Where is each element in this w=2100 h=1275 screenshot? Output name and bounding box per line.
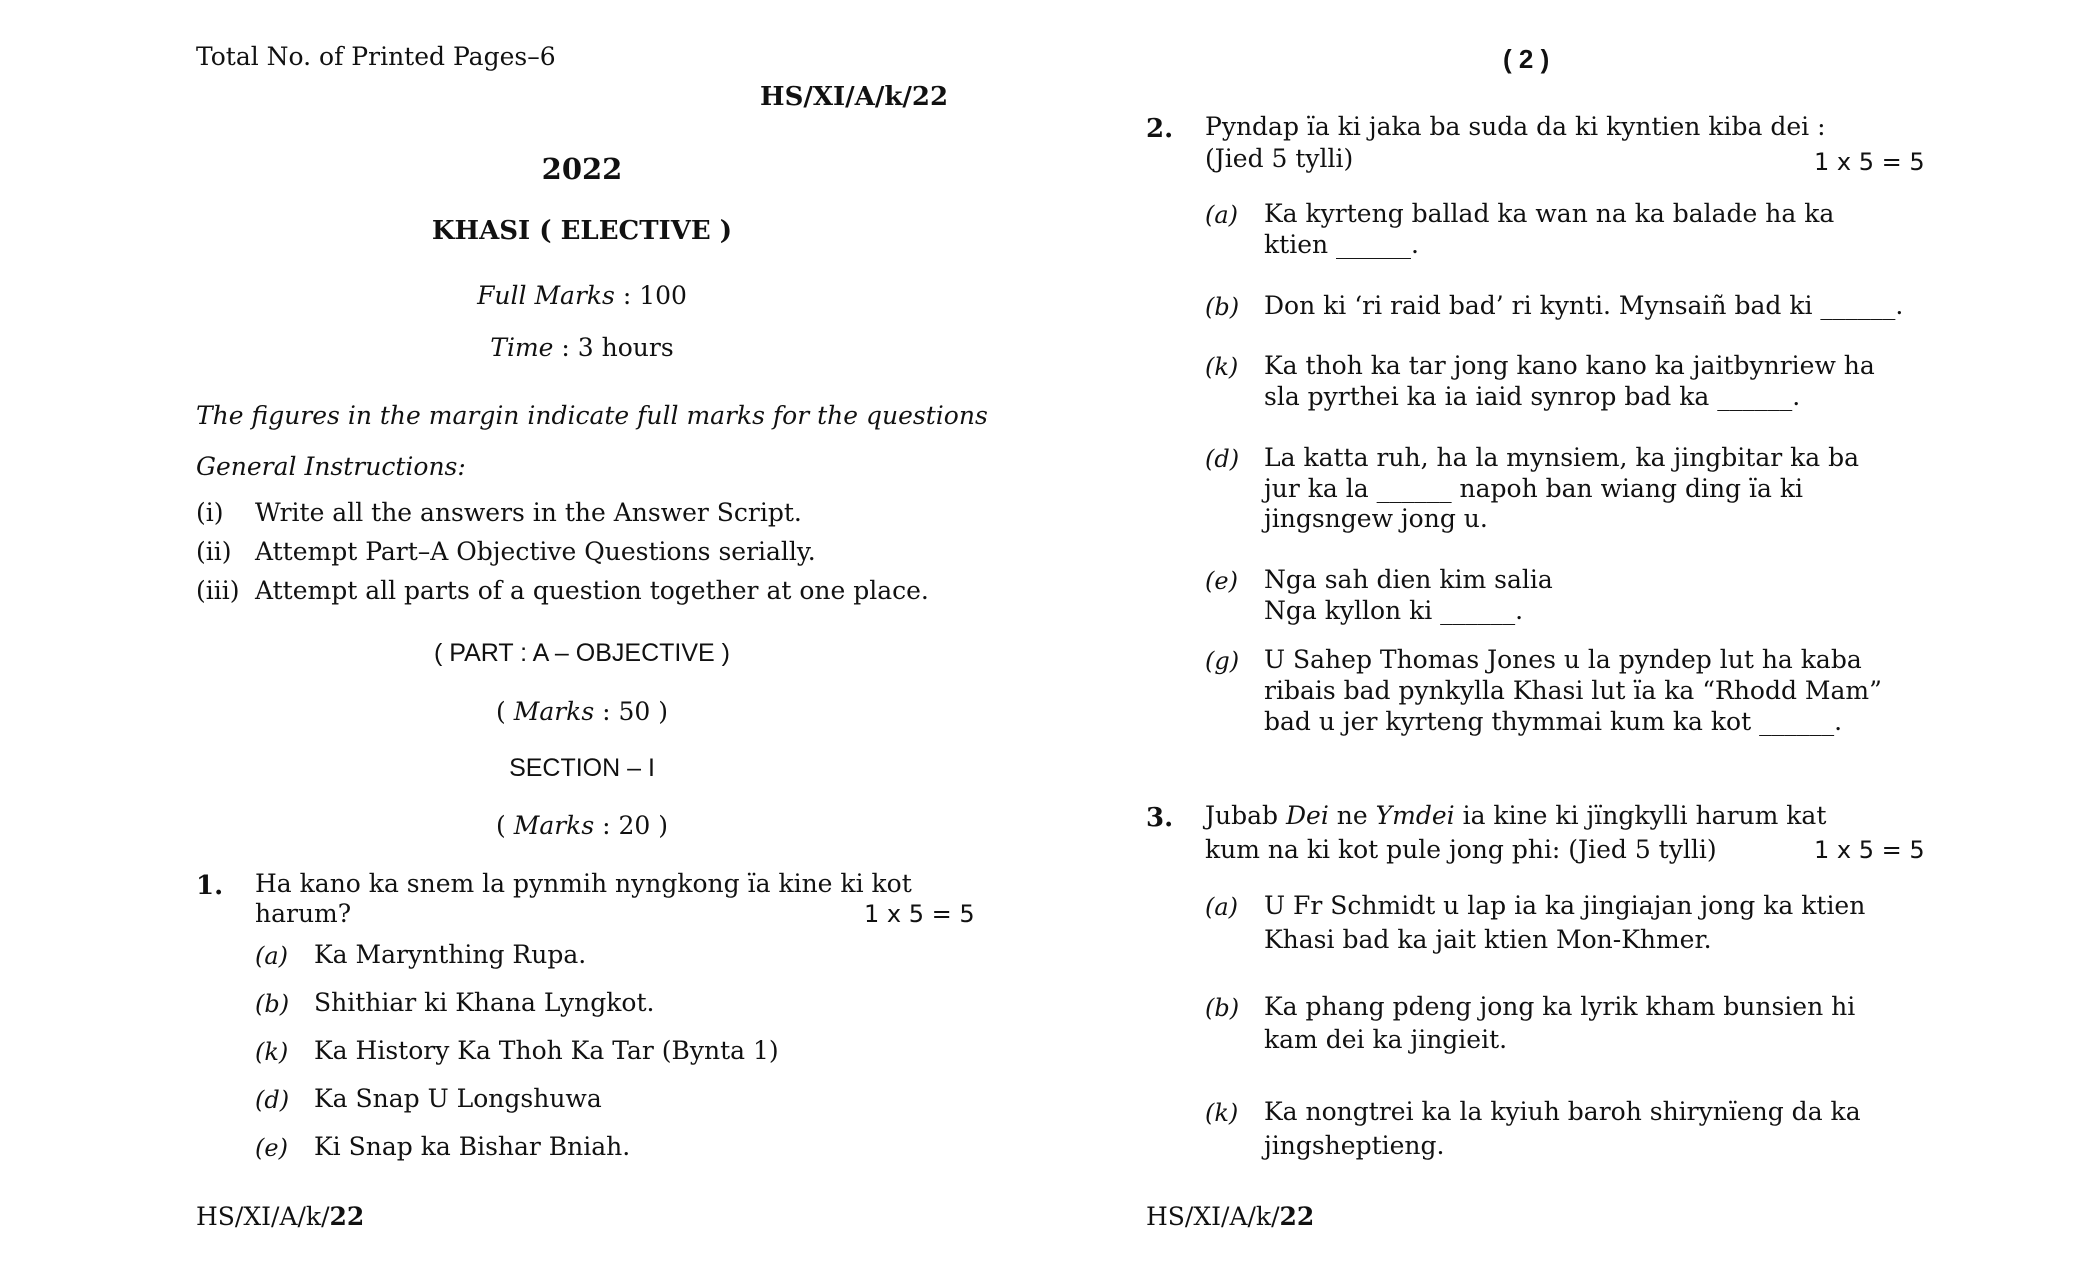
- item-text: La katta ruh, ha la mynsiem, ka jingbitar ka ba: [1264, 443, 1860, 472]
- item-label: (e): [255, 1134, 288, 1162]
- part-heading: ( PART : A – OBJECTIVE ): [434, 639, 730, 667]
- question-marks: 1 x 5 = 5: [864, 900, 975, 928]
- item-text: Khasi bad ka jait ktien Mon-Khmer.: [1264, 925, 1712, 954]
- question-text: harum?: [255, 899, 352, 928]
- item-text: Ka thoh ka tar jong kano kano ka jaitbynriew ha: [1264, 351, 1875, 380]
- time: [196, 333, 968, 362]
- section-marks: ( Marks : 20 ): [496, 811, 668, 840]
- item-label: (d): [255, 1086, 290, 1114]
- item-text: U Sahep Thomas Jones u la pyndep lut ha kaba: [1264, 645, 1862, 674]
- footer-code: HS/XI/A/k/22: [196, 1202, 365, 1231]
- item-text: jur ka la ______ napoh ban wiang ding ïa ki: [1264, 474, 1804, 503]
- item-text: ktien ______.: [1264, 230, 1419, 259]
- page-number: ( 2 ): [1503, 44, 1550, 74]
- item-text: sla pyrthei ka ia iaid synrop bad ka ______.: [1264, 382, 1801, 411]
- item-text: Ka Marynthing Rupa.: [314, 940, 587, 969]
- instruction-num: (i): [196, 498, 224, 527]
- instruction-num: (iii): [196, 576, 240, 605]
- paper-code: HS/XI/A/k/22: [760, 82, 949, 112]
- item-text: Ka History Ka Thoh Ka Tar (Bynta 1): [314, 1036, 779, 1065]
- right-page: [1050, 0, 2100, 1275]
- item-text: bad u jer kyrteng thymmai kum ka kot ______.: [1264, 707, 1843, 736]
- question-text: Pyndap ïa ki jaka ba suda da ki kyntien kiba dei :: [1205, 112, 1826, 141]
- item-label: (e): [1205, 567, 1238, 595]
- item-text: jingsheptieng.: [1264, 1131, 1445, 1160]
- item-label: (a): [1205, 201, 1239, 229]
- item-text: Don ki ‘ri raid bad’ ri kynti. Mynsaiñ bad ki ______.: [1264, 291, 1904, 320]
- instruction-num: (ii): [196, 537, 232, 566]
- time-label: Time: [490, 333, 554, 362]
- general-instructions-heading: General Instructions:: [196, 452, 466, 481]
- question-number: 2.: [1146, 114, 1174, 144]
- item-label: (k): [1205, 1099, 1239, 1127]
- question-number: 1.: [196, 871, 224, 901]
- item-label: (k): [1205, 353, 1239, 381]
- question-marks: 1 x 5 = 5: [1814, 836, 1925, 864]
- question-text: Ha kano ka snem la pynmih nyngkong ïa kine ki kot: [255, 869, 912, 898]
- item-text: Ka Snap U Longshuwa: [314, 1084, 602, 1113]
- instruction-text: Attempt all parts of a question together at one place.: [255, 576, 929, 605]
- item-text: jingsngew jong u.: [1264, 504, 1488, 533]
- instruction-text: Attempt Part–A Objective Questions serially.: [255, 537, 816, 566]
- margin-note: The figures in the margin indicate full marks for the questions: [196, 401, 988, 430]
- item-label: (g): [1205, 647, 1240, 675]
- full-marks-label: Full Marks: [477, 281, 615, 310]
- time-value: : 3 hours: [561, 333, 674, 362]
- question-text: Jubab Dei ne Ymdei ia kine ki jïngkylli harum kat: [1205, 801, 1827, 830]
- item-label: (b): [1205, 994, 1240, 1022]
- item-label: (a): [255, 942, 289, 970]
- item-text: Shithiar ki Khana Lyngkot.: [314, 988, 655, 1017]
- section-heading: SECTION – I: [509, 754, 655, 782]
- total-pages-note: Total No. of Printed Pages–6: [196, 42, 556, 71]
- item-label: (k): [255, 1038, 289, 1066]
- item-text: Ka phang pdeng jong ka lyrik kham bunsien hi: [1264, 992, 1856, 1021]
- question-number: 3.: [1146, 803, 1174, 833]
- part-marks: ( Marks : 50 ): [496, 697, 668, 726]
- item-label: (a): [1205, 893, 1239, 921]
- item-label: (d): [1205, 445, 1240, 473]
- instruction-text: Write all the answers in the Answer Script.: [255, 498, 802, 527]
- item-text: Ka kyrteng ballad ka wan na ka balade ha ka: [1264, 199, 1835, 228]
- item-text: Nga sah dien kim salia: [1264, 565, 1553, 594]
- exam-year: 2022: [541, 152, 623, 186]
- subject-title: KHASI ( ELECTIVE ): [431, 216, 733, 246]
- full-marks-value: : 100: [622, 281, 687, 310]
- question-text: (Jied 5 tylli): [1205, 144, 1354, 173]
- item-label: (b): [255, 990, 290, 1018]
- item-text: ribais bad pynkylla Khasi lut ïa ka “Rhodd Mam”: [1264, 676, 1882, 705]
- full-marks: [196, 281, 968, 310]
- item-text: Ki Snap ka Bishar Bniah.: [314, 1132, 631, 1161]
- question-text: kum na ki kot pule jong phi: (Jied 5 tylli): [1205, 835, 1717, 864]
- item-text: kam dei ka jingieit.: [1264, 1025, 1508, 1054]
- item-text: Nga kyllon ki ______.: [1264, 596, 1524, 625]
- item-label: (b): [1205, 293, 1240, 321]
- item-text: Ka nongtrei ka la kyiuh baroh shirynïeng da ka: [1264, 1097, 1861, 1126]
- question-marks: 1 x 5 = 5: [1814, 148, 1925, 176]
- footer-code: HS/XI/A/k/22: [1146, 1202, 1315, 1231]
- item-text: U Fr Schmidt u lap ia ka jingiajan jong ka ktien: [1264, 891, 1866, 920]
